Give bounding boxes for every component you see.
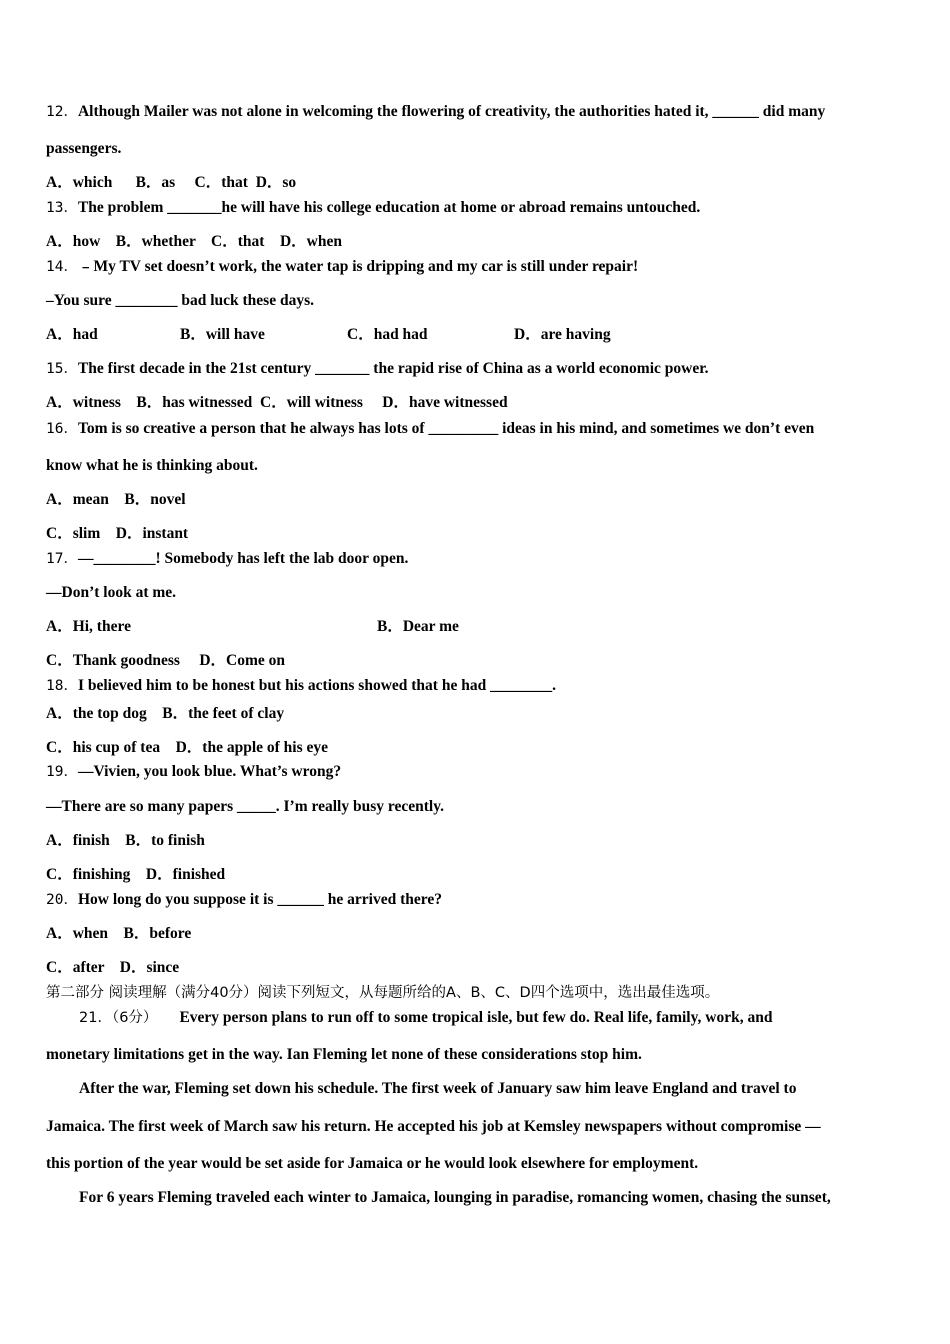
section-2-heading: 第二部分 阅读理解（满分40分）阅读下列短文，从每题所给的A、B、C、D四个选项中，选出最佳选项。 [46, 985, 720, 1001]
passage-text-1: Every person plans to run off to some tropical isle, but few do. Real life, family, work, and [179, 1009, 773, 1026]
question-14-line-1 [46, 257, 638, 277]
passage-line-1 [79, 1008, 772, 1028]
question-13-options: A．how B．whether C．that D．when [46, 233, 342, 250]
question-17-line-2: —Don’t look at me. [46, 584, 177, 601]
question-20-line-1 [46, 890, 442, 910]
question-15-text: The first decade in the 21st century _______ the rapid rise of China as a world economic power. [77, 360, 709, 377]
question-14-option-a: A．had [46, 326, 98, 343]
question-12-options: A．which B．as C．that D．so [46, 174, 297, 191]
passage-line-6: For 6 years Fleming traveled each winter to Jamaica, lounging in paradise, romancing women, chasing the sunset, [79, 1189, 831, 1206]
question-19-text: —Vivien, you look blue. What’s wrong? [77, 763, 342, 780]
question-12-text: Although Mailer was not alone in welcoming the flowering of creativity, the authorities hated it, ______ did many [77, 103, 826, 120]
question-17-option-a: A．Hi, there [46, 618, 131, 635]
question-13-number: 13． [46, 200, 78, 216]
question-17-text: —________! Somebody has left the lab door open. [77, 550, 409, 567]
question-18-line-1 [46, 676, 556, 696]
question-16-line-2: know what he is thinking about. [46, 457, 258, 474]
question-14-option-b: B．will have [180, 326, 265, 343]
question-14-number: 14． [46, 259, 78, 275]
question-20-options-row-2: C．after D．since [46, 959, 180, 976]
question-19-line-2: —There are so many papers _____. I’m really busy recently. [46, 798, 444, 815]
question-20-text: How long do you suppose it is ______ he arrived there? [77, 891, 442, 908]
question-19-number: 19． [46, 764, 78, 780]
question-14-text: ﹣My TV set doesn’t work, the water tap is dripping and my car is still under repair! [77, 258, 639, 275]
question-14-line-2: –You sure ________ bad luck these days. [46, 292, 314, 309]
question-21-label: 21．（6分） [79, 1010, 158, 1026]
question-17-options-row-2: C．Thank goodness D．Come on [46, 652, 286, 669]
question-16-number: 16． [46, 421, 78, 437]
passage-line-4: Jamaica. The first week of March saw his return. He accepted his job at Kemsley newspapers without compromise — [46, 1118, 821, 1135]
question-18-text: I believed him to be honest but his actions showed that he had ________. [77, 677, 556, 694]
passage-line-5: this portion of the year would be set aside for Jamaica or he would look elsewhere for employment. [46, 1155, 699, 1172]
question-15-options: A．witness B．has witnessed C．will witness D．have witnessed [46, 394, 508, 411]
question-20-number: 20． [46, 892, 78, 908]
passage-line-2: monetary limitations get in the way. Ian Fleming let none of these considerations stop him. [46, 1046, 642, 1063]
question-19-options-row-2: C．finishing D．finished [46, 866, 226, 883]
question-16-text: Tom is so creative a person that he always has lots of _________ ideas in his mind, and sometimes we don’t even [77, 420, 815, 437]
question-14-option-d: D．are having [514, 326, 611, 343]
question-19-options-row-1: A．finish B．to finish [46, 832, 205, 849]
question-18-options-row-2: C．his cup of tea D．the apple of his eye [46, 739, 329, 756]
question-19-line-1 [46, 762, 341, 782]
question-15-line-1 [46, 359, 709, 379]
question-18-number: 18． [46, 678, 78, 694]
question-12-number: 12． [46, 104, 78, 120]
question-16-options-row-1: A．mean B．novel [46, 491, 186, 508]
question-20-options-row-1: A．when B．before [46, 925, 192, 942]
question-13-line-1 [46, 198, 700, 218]
question-17-number: 17． [46, 551, 78, 567]
question-17-option-b: B．Dear me [377, 618, 459, 635]
question-17-line-1 [46, 549, 408, 569]
question-15-number: 15． [46, 361, 78, 377]
question-18-options-row-1: A．the top dog B．the feet of clay [46, 705, 285, 722]
question-16-options-row-2: C．slim D．instant [46, 525, 189, 542]
question-16-line-1 [46, 419, 814, 439]
question-12-line-2: passengers. [46, 140, 122, 157]
question-14-option-c: C．had had [347, 326, 428, 343]
question-13-text: The problem _______he will have his college education at home or abroad remains untouched. [77, 199, 701, 216]
passage-line-3: After the war, Fleming set down his schedule. The first week of January saw him leave England and travel to [79, 1080, 797, 1097]
question-12-line-1 [46, 102, 825, 122]
